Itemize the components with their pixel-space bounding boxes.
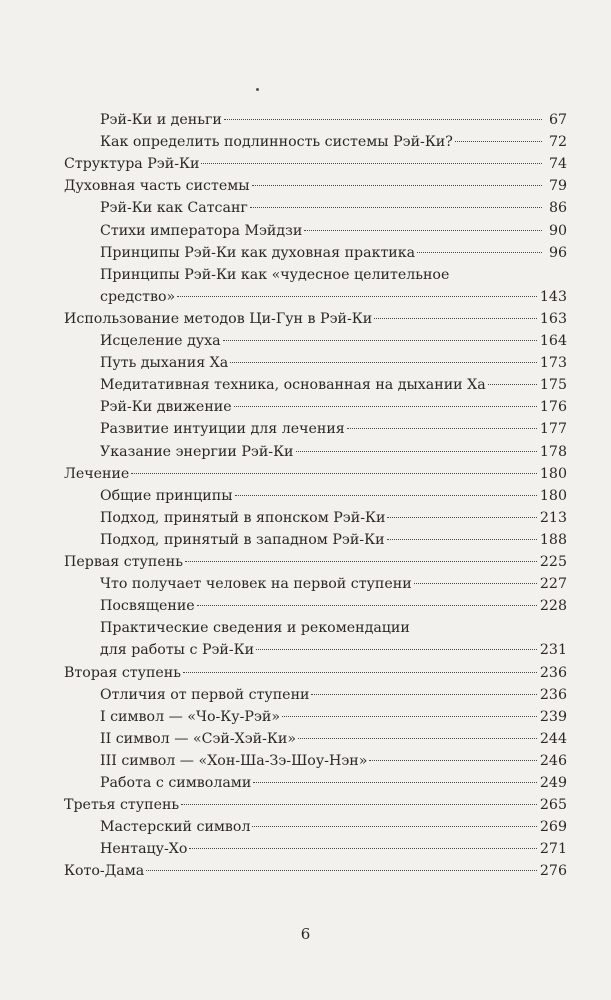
toc-entry-title: Рэй-Ки и деньги — [100, 112, 222, 128]
toc-entry[interactable] — [100, 706, 567, 728]
toc-entry-page: 236 — [539, 686, 567, 703]
dot-leader — [201, 163, 542, 164]
toc-entry[interactable] — [100, 573, 567, 595]
toc-entry[interactable] — [100, 441, 567, 463]
toc-entry-title: Исцеление духа — [100, 333, 221, 349]
toc-entry[interactable] — [100, 485, 567, 507]
toc-entry-page: 67 — [548, 112, 567, 128]
dot-leader — [256, 649, 537, 650]
dot-leader — [488, 384, 537, 385]
dot-leader — [189, 848, 536, 849]
dot-leader — [369, 760, 536, 761]
toc-entry[interactable] — [64, 551, 567, 573]
toc-entry-page: 72 — [548, 134, 567, 151]
toc-entry-page: 188 — [539, 531, 567, 548]
toc-entry-page: 236 — [539, 664, 567, 681]
toc-entry-title: Практические сведения и рекомендации — [100, 620, 410, 637]
toc-entry[interactable] — [64, 794, 567, 816]
toc-entry-title: Рэй-Ки как Сатсанг — [100, 200, 248, 217]
toc-entry[interactable] — [100, 286, 567, 308]
toc-entry-page: 178 — [539, 443, 567, 460]
toc-entry-page: 79 — [548, 178, 567, 195]
toc-entry-title-continuation: для работы с Рэй-Ки — [100, 642, 255, 659]
toc-entry-page: 176 — [539, 399, 567, 416]
toc-entry-title: Путь дыхания Ха — [100, 355, 229, 372]
toc-entry[interactable] — [64, 308, 567, 330]
toc-entry[interactable] — [100, 197, 567, 219]
toc-entry-page: 177 — [539, 421, 567, 438]
toc-entry-page: 249 — [539, 775, 567, 791]
toc-entry-title: Кото-Дама — [64, 863, 145, 880]
toc-entry[interactable] — [100, 418, 567, 440]
toc-entry-page: 228 — [539, 598, 567, 615]
toc-entry-title: Подход, принятый в западном Рэй-Ки — [100, 531, 385, 548]
dot-leader — [414, 583, 537, 584]
toc-entry-title: Указание энергии Рэй-Ки — [100, 443, 294, 460]
toc-entry[interactable] — [100, 816, 567, 838]
dot-leader — [183, 672, 537, 673]
dot-leader — [304, 230, 542, 231]
dot-mark — [256, 88, 259, 91]
toc-entry[interactable] — [100, 131, 567, 153]
toc-entry-page: 175 — [539, 377, 567, 394]
dot-leader — [387, 517, 536, 518]
dot-leader — [455, 141, 542, 142]
toc-entry-title: Третья ступень — [64, 797, 180, 814]
toc-entry-title: Первая ступень — [64, 554, 183, 570]
dot-leader — [298, 738, 537, 739]
toc-entry[interactable] — [100, 220, 567, 242]
toc-entry-title: Нентацу-Хо — [100, 841, 188, 858]
toc-entry-page: 180 — [539, 487, 567, 504]
toc-entry-page: 265 — [539, 797, 567, 814]
toc-entry-title: Вторая ступень — [64, 664, 181, 681]
toc-entry-title: Структура Рэй-Ки — [64, 156, 200, 173]
toc-entry-title: Подход, принятый в японском Рэй-Ки — [100, 509, 386, 526]
toc-entry-page: 225 — [539, 554, 567, 570]
dot-leader — [387, 539, 537, 540]
toc-entry-page: 244 — [539, 730, 567, 747]
toc-entry[interactable] — [100, 838, 567, 860]
toc-entry-page: 74 — [548, 156, 567, 173]
dot-leader — [177, 296, 537, 297]
toc-entry[interactable] — [100, 507, 567, 529]
toc-entry-title: Мастерский символ — [100, 819, 251, 836]
toc-entry-page: 86 — [548, 200, 567, 217]
dot-leader — [417, 252, 542, 253]
toc-entry[interactable] — [100, 728, 567, 750]
toc-entry-page: 213 — [539, 509, 567, 526]
toc-entry-page: 163 — [539, 310, 567, 327]
toc-entry-page: 173 — [539, 355, 567, 372]
toc-entry-title: Рэй-Ки движение — [100, 399, 232, 416]
toc-entry-title: Духовная часть системы — [64, 178, 250, 195]
dot-leader — [234, 406, 537, 407]
toc-entry[interactable] — [100, 595, 567, 617]
dot-leader — [374, 318, 537, 319]
dot-leader — [253, 782, 537, 783]
toc-entry-title: I символ — «Чо-Ку-Рэй» — [100, 708, 281, 725]
toc-entry-title: Развитие интуиции для лечения — [100, 421, 345, 438]
toc-entry-title: Как определить подлинность системы Рэй-Ки? — [100, 134, 453, 151]
toc-entry-page: 276 — [539, 863, 567, 880]
toc-entry-title: Принципы Рэй-Ки как «чудесное целительное — [100, 266, 450, 283]
toc-entry-page: 90 — [548, 222, 567, 239]
dot-leader — [252, 826, 536, 827]
dot-leader — [185, 561, 537, 562]
toc-entry[interactable] — [100, 639, 567, 661]
toc-entry[interactable] — [64, 153, 567, 175]
toc-entry[interactable] — [100, 242, 567, 264]
toc-entry[interactable] — [100, 529, 567, 551]
toc-entry-title: Отличия от первой ступени — [100, 686, 310, 703]
toc-entry-title: Принципы Рэй-Ки как духовная практика — [100, 244, 416, 261]
toc-entry[interactable] — [64, 463, 567, 485]
dot-leader — [224, 119, 542, 120]
toc-entry-title: Работа с символами — [100, 775, 252, 791]
dot-leader — [146, 870, 537, 871]
toc-entry[interactable] — [100, 109, 567, 131]
toc-entry-page: 239 — [539, 708, 567, 725]
toc-entry[interactable] — [64, 860, 567, 882]
dot-leader — [223, 340, 537, 341]
toc-entry[interactable] — [100, 772, 567, 794]
toc-entry-title: III символ — «Хон-Ша-Зэ-Шоу-Нэн» — [100, 752, 368, 769]
toc-entry[interactable] — [100, 750, 567, 772]
toc-entry-page: 180 — [539, 465, 567, 482]
toc-entry[interactable] — [100, 396, 567, 418]
toc-entry-title: Использование методов Ци-Гун в Рэй-Ки — [64, 310, 373, 327]
toc-entry[interactable] — [100, 684, 567, 706]
toc-entry-page: 231 — [539, 642, 567, 659]
toc-entry[interactable] — [100, 352, 567, 374]
toc-entry-page: 143 — [539, 288, 567, 305]
toc-entry-title-continuation: средство» — [100, 288, 176, 305]
toc-entry-page: 96 — [548, 244, 567, 261]
toc-entry-page: 246 — [539, 752, 567, 769]
toc-entry[interactable] — [100, 374, 567, 396]
toc-entry-title: Медитативная техника, основанная на дыхании Ха — [100, 377, 486, 394]
dot-leader — [250, 207, 542, 208]
dot-leader — [230, 362, 537, 363]
toc-entry-title: Общие принципы — [100, 487, 233, 504]
toc-entry-page: 271 — [539, 841, 567, 858]
dot-leader — [311, 694, 536, 695]
dot-leader — [252, 185, 542, 186]
dot-leader — [131, 473, 537, 474]
toc-entry[interactable] — [100, 330, 567, 352]
dot-leader — [296, 451, 537, 452]
toc-entry[interactable] — [64, 175, 567, 197]
toc-entry-page: 227 — [539, 576, 567, 593]
dot-leader — [347, 428, 537, 429]
dot-leader — [181, 804, 537, 805]
toc-entry-title: Лечение — [64, 465, 130, 482]
dot-leader — [282, 716, 537, 717]
toc-entry-title: Что получает человек на первой ступени — [100, 576, 412, 593]
page-number: 6 — [300, 925, 311, 943]
toc-entry-title: Посвящение — [100, 598, 195, 615]
dot-leader — [197, 605, 537, 606]
toc-entry-page: 269 — [539, 819, 567, 836]
dot-leader — [235, 495, 537, 496]
toc-entry[interactable] — [64, 662, 567, 684]
toc-entry-title: II символ — «Сэй-Хэй-Ки» — [100, 730, 297, 747]
toc-entry-title: Стихи императора Мэйдзи — [100, 222, 303, 239]
toc-entry-page: 164 — [539, 333, 567, 349]
